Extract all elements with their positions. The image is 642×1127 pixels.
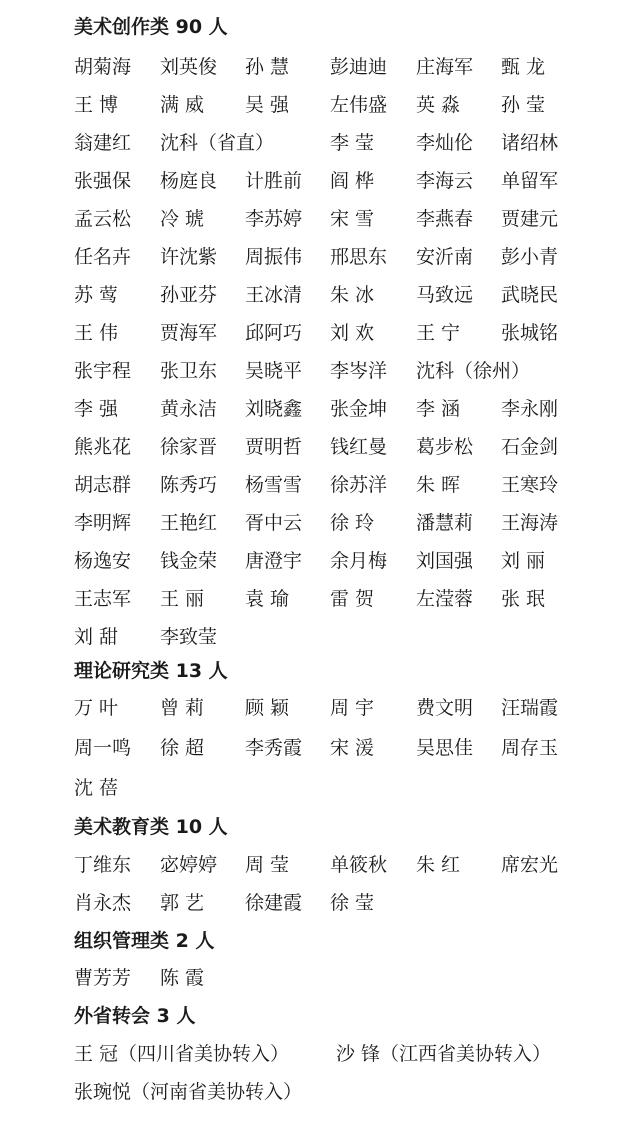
member-name: 周存玉 xyxy=(501,737,559,759)
member-name: 曹芳芳 xyxy=(74,967,132,989)
member-name: 吴 强 xyxy=(245,94,290,116)
member-name: 刘 欢 xyxy=(330,322,375,344)
transfer-member: 张琬悦（河南省美协转入） xyxy=(74,1081,303,1103)
member-name: 王志军 xyxy=(74,588,132,610)
member-name: 李秀霞 xyxy=(245,737,303,759)
member-name: 单筱秋 xyxy=(330,854,388,876)
member-name: 袁 瑜 xyxy=(245,588,290,610)
member-name: 孙 慧 xyxy=(245,56,290,78)
transfer-member: 沙 锋（江西省美协转入） xyxy=(336,1043,552,1065)
member-name: 马致远 xyxy=(416,284,474,306)
member-name: 宋 湲 xyxy=(330,737,375,759)
member-name: 丁维东 xyxy=(74,854,132,876)
member-name: 沈 蓓 xyxy=(74,777,119,799)
member-name: 刘 甜 xyxy=(74,626,119,648)
member-name: 李岑洋 xyxy=(330,360,388,382)
member-name: 沈科（省直） xyxy=(160,132,275,154)
member-name: 苏 莺 xyxy=(74,284,119,306)
member-name: 王 伟 xyxy=(74,322,119,344)
member-name: 单留军 xyxy=(501,170,559,192)
member-name: 周 莹 xyxy=(245,854,290,876)
member-name: 熊兆花 xyxy=(74,436,132,458)
member-name: 李 涵 xyxy=(416,398,461,420)
member-name: 朱 晖 xyxy=(416,474,461,496)
member-name: 王海涛 xyxy=(501,512,559,534)
member-name: 宋 雪 xyxy=(330,208,375,230)
member-name: 左滢蓉 xyxy=(416,588,474,610)
member-name: 石金剑 xyxy=(501,436,559,458)
member-name: 李永刚 xyxy=(501,398,559,420)
transfer-line xyxy=(74,1080,634,1104)
member-name: 刘英俊 xyxy=(160,56,218,78)
member-name: 余月梅 xyxy=(330,550,388,572)
member-name: 彭迪迪 xyxy=(330,56,388,78)
member-name: 李 莹 xyxy=(330,132,375,154)
member-name: 张金坤 xyxy=(330,398,388,420)
member-name: 王 丽 xyxy=(160,588,205,610)
member-name: 王 博 xyxy=(74,94,119,116)
section-title: 美术创作类 90 人 xyxy=(74,16,228,38)
member-name: 王 宁 xyxy=(416,322,461,344)
member-name: 冷 琥 xyxy=(160,208,205,230)
member-name: 甄 龙 xyxy=(501,56,546,78)
member-name: 周 宇 xyxy=(330,697,375,719)
member-name: 李海云 xyxy=(416,170,474,192)
member-name: 朱 红 xyxy=(416,854,461,876)
member-name: 王艳红 xyxy=(160,512,218,534)
member-name: 李明辉 xyxy=(74,512,132,534)
member-name: 钱金荣 xyxy=(160,550,218,572)
member-name: 郭 艺 xyxy=(160,892,205,914)
member-name: 陈 霞 xyxy=(160,967,205,989)
member-name: 刘 丽 xyxy=(501,550,546,572)
member-name: 张宇程 xyxy=(74,360,132,382)
member-name: 葛步松 xyxy=(416,436,474,458)
section-title: 理论研究类 13 人 xyxy=(74,660,228,682)
member-name: 胥中云 xyxy=(245,512,303,534)
member-name: 雷 贺 xyxy=(330,588,375,610)
member-name: 朱 冰 xyxy=(330,284,375,306)
member-name: 彭小青 xyxy=(501,246,559,268)
member-name: 吴思佳 xyxy=(416,737,474,759)
section-title: 组织管理类 2 人 xyxy=(74,930,215,952)
transfer-line xyxy=(74,1042,634,1066)
member-name: 张卫东 xyxy=(160,360,218,382)
member-name: 武晓民 xyxy=(501,284,559,306)
member-name: 宓婷婷 xyxy=(160,854,218,876)
member-name: 徐建霞 xyxy=(245,892,303,914)
member-name: 张城铭 xyxy=(501,322,559,344)
section-title: 外省转会 3 人 xyxy=(74,1005,196,1027)
member-name: 邢思东 xyxy=(330,246,388,268)
member-name: 席宏光 xyxy=(501,854,559,876)
member-name: 邱阿巧 xyxy=(245,322,303,344)
member-name: 肖永杰 xyxy=(74,892,132,914)
member-name: 李燕春 xyxy=(416,208,474,230)
member-name: 周振伟 xyxy=(245,246,303,268)
member-name: 潘慧莉 xyxy=(416,512,474,534)
member-name: 费文明 xyxy=(416,697,474,719)
member-name: 李 强 xyxy=(74,398,119,420)
member-name: 满 威 xyxy=(160,94,205,116)
member-name: 周一鸣 xyxy=(74,737,132,759)
member-name: 贾海军 xyxy=(160,322,218,344)
member-name: 杨雪雪 xyxy=(245,474,303,496)
member-name: 钱红曼 xyxy=(330,436,388,458)
member-name: 孟云松 xyxy=(74,208,132,230)
member-name: 诸绍林 xyxy=(501,132,559,154)
member-name: 胡菊海 xyxy=(74,56,132,78)
member-name: 庄海军 xyxy=(416,56,474,78)
member-name: 张强保 xyxy=(74,170,132,192)
member-name: 李灿伦 xyxy=(416,132,474,154)
member-name: 任名卉 xyxy=(74,246,132,268)
member-name: 阎 桦 xyxy=(330,170,375,192)
member-name: 徐 玲 xyxy=(330,512,375,534)
member-name: 翁建红 xyxy=(74,132,132,154)
member-name: 张 珉 xyxy=(501,588,546,610)
member-name: 曾 莉 xyxy=(160,697,205,719)
member-name: 贾建元 xyxy=(501,208,559,230)
member-name: 孙 莹 xyxy=(501,94,546,116)
member-name: 徐 超 xyxy=(160,737,205,759)
member-name: 左伟盛 xyxy=(330,94,388,116)
member-name: 顾 颖 xyxy=(245,697,290,719)
member-name: 孙亚芬 xyxy=(160,284,218,306)
section-title: 美术教育类 10 人 xyxy=(74,816,228,838)
member-name: 胡志群 xyxy=(74,474,132,496)
member-name: 王冰清 xyxy=(245,284,303,306)
member-name: 安沂南 xyxy=(416,246,474,268)
member-name: 徐苏洋 xyxy=(330,474,388,496)
member-name: 徐家晋 xyxy=(160,436,218,458)
member-name: 许沈紫 xyxy=(160,246,218,268)
member-name: 英 淼 xyxy=(416,94,461,116)
member-name: 刘晓鑫 xyxy=(245,398,303,420)
member-name: 杨庭良 xyxy=(160,170,218,192)
member-name: 汪瑞霞 xyxy=(501,697,559,719)
transfer-member: 王 冠（四川省美协转入） xyxy=(74,1043,290,1065)
member-name: 吴晓平 xyxy=(245,360,303,382)
member-name: 陈秀巧 xyxy=(160,474,218,496)
member-name: 沈科（徐州） xyxy=(416,360,531,382)
member-name: 黄永洁 xyxy=(160,398,218,420)
member-name: 唐澄宇 xyxy=(245,550,303,572)
member-name: 徐 莹 xyxy=(330,892,375,914)
member-name: 李苏婷 xyxy=(245,208,303,230)
member-name: 杨逸安 xyxy=(74,550,132,572)
member-name: 刘国强 xyxy=(416,550,474,572)
member-name: 李致莹 xyxy=(160,626,218,648)
member-name: 计胜前 xyxy=(245,170,303,192)
member-name: 贾明哲 xyxy=(245,436,303,458)
member-name: 王寒玲 xyxy=(501,474,559,496)
member-name: 万 叶 xyxy=(74,697,119,719)
